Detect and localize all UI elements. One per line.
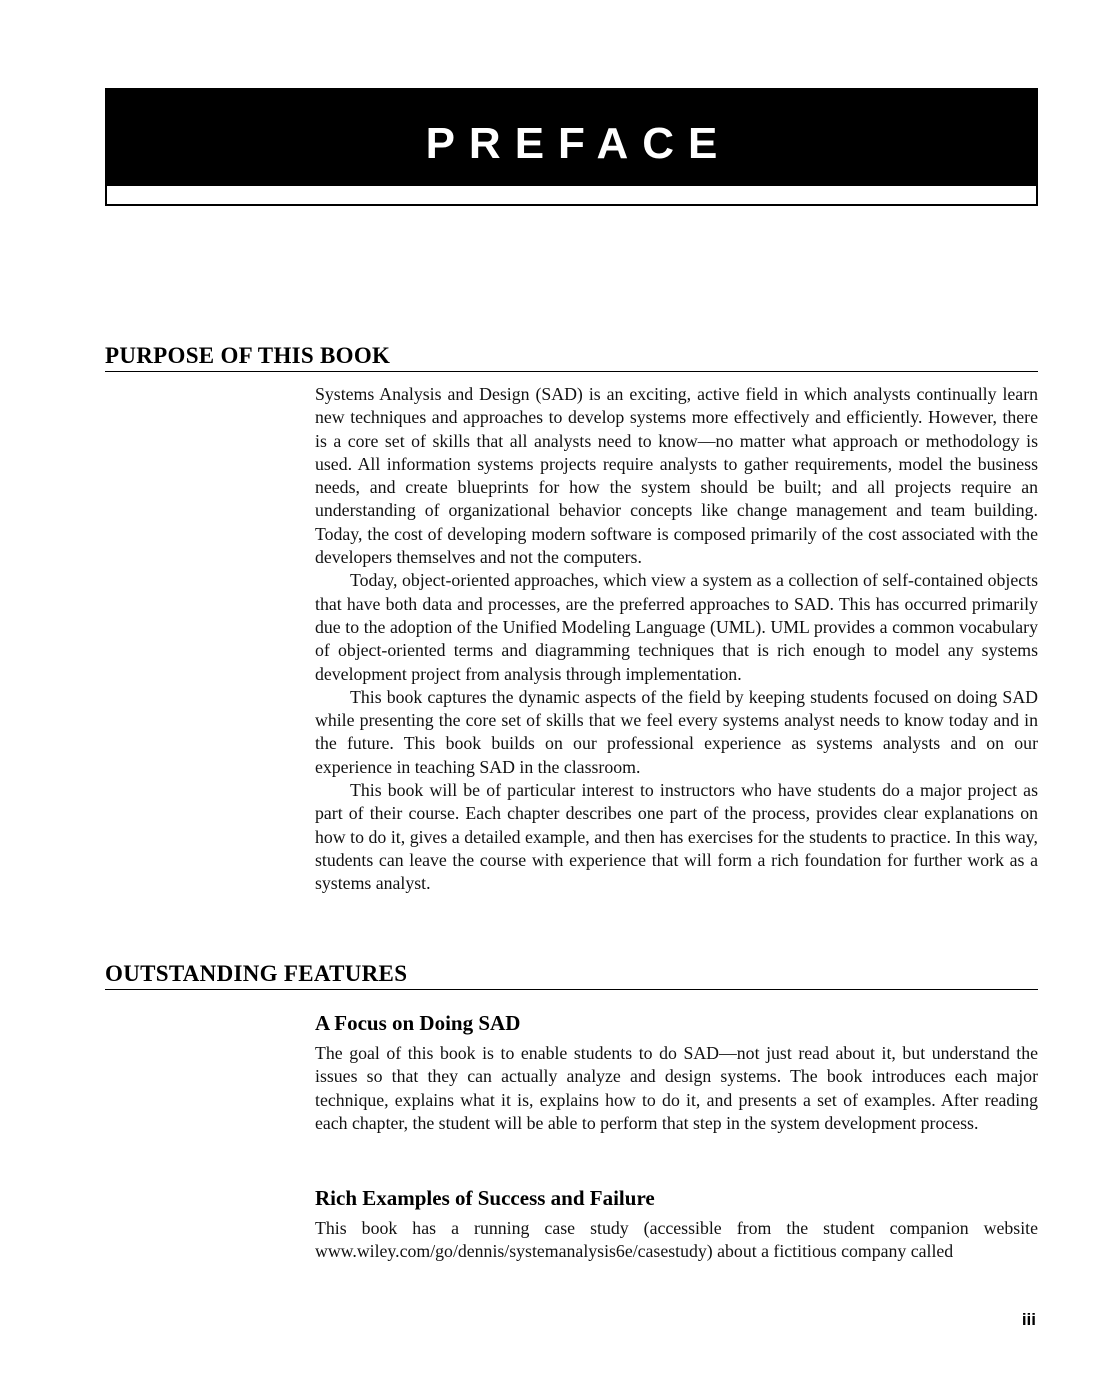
paragraph: This book has a running case study (accessible from the student companion website www.wiley.com/go/dennis/systemanalysis6e/casestudy) about a fictitious company called	[315, 1218, 1038, 1262]
section-heading-purpose: PURPOSE OF THIS BOOK	[105, 341, 1038, 372]
paragraph: This book will be of particular interest to instructors who have students do a major project as part of their course. Each chapter describes one part of the process, provides clear explanations on how to do it, gives a detailed example, and then has exercises for the students to practice. In this way, students can leave the course with experience that will form a rich foundation for further work as a systems analyst.	[315, 780, 1038, 894]
page-title: PREFACE	[425, 119, 732, 168]
subheading-rich-examples: Rich Examples of Success and Failure	[315, 1186, 655, 1210]
purpose-body	[315, 383, 1038, 896]
focus-body	[315, 1042, 1038, 1135]
rich-examples-body	[315, 1217, 1038, 1264]
subheading-focus-on-doing-sad: A Focus on Doing SAD	[315, 1011, 521, 1035]
page-number: iii	[1021, 1310, 1036, 1329]
paragraph: Systems Analysis and Design (SAD) is an exciting, active field in which analysts continually learn new techniques and approaches to develop systems more effectively and efficiently. However, there is a core set of skills that all analysts need to know—no matter what approach or methodology is used. All information systems projects require analysts to gather requirements, model the business needs, and create blueprints for how the system should be built; and all projects require an understanding of organizational behavior concepts like change management and team building. Today, the cost of developing modern software is composed primarily of the cost associated with the developers themselves and not the computers.	[315, 384, 1038, 568]
paragraph: This book captures the dynamic aspects of the field by keeping students focused on doing SAD while presenting the core set of skills that we feel every systems analyst needs to know today and in the future. This book builds on our professional experience as systems analysts and on our experience in teaching SAD in the classroom.	[315, 686, 1038, 777]
banner-frame	[105, 184, 1038, 206]
preface-banner	[105, 88, 1038, 208]
section-heading-features: OUTSTANDING FEATURES	[105, 959, 1038, 990]
paragraph: The goal of this book is to enable students to do SAD—not just read about it, but understand the issues so that they can actually analyze and design systems. The book introduces each major technique, explains what it is, explains how to do it, and presents a set of examples. After reading each chapter, the student will be able to perform that step in the system development process.	[315, 1043, 1038, 1133]
paragraph: Today, object-oriented approaches, which view a system as a collection of self-contained objects that have both data and processes, are the preferred approaches to SAD. This has occurred primarily due to the adoption of the Unified Modeling Language (UML). UML provides a common vocabulary of object-oriented terms and diagramming techniques that is rich enough to model any systems development project from analysis through implementation.	[315, 570, 1038, 684]
